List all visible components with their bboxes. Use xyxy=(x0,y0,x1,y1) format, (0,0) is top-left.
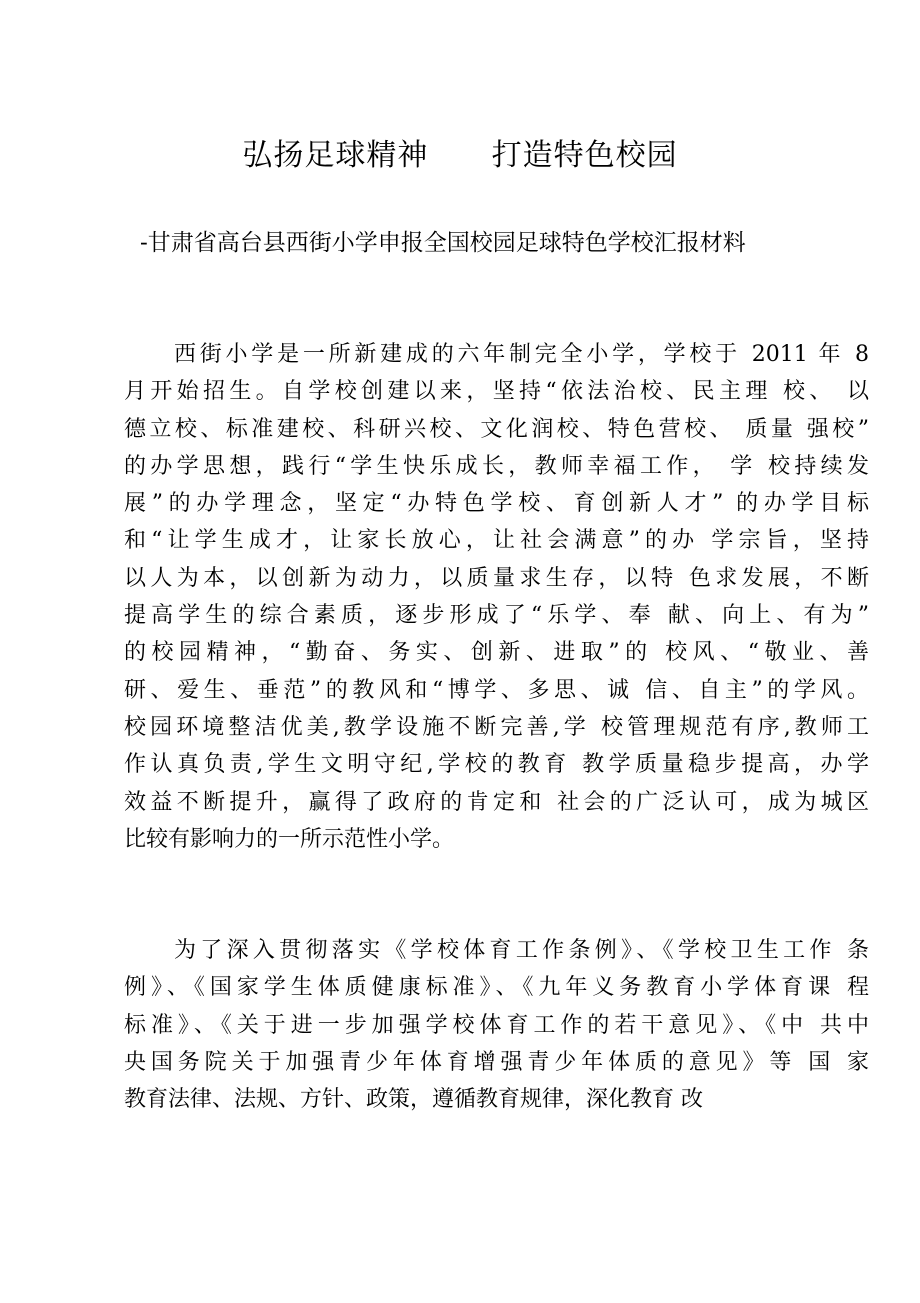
paragraph-line: 月开始招生。自学校创建以来，坚持“依法治校、民主理 校、 以 xyxy=(124,379,869,405)
paragraph-line: 的办学思想，践行“学生快乐成长，教师幸福工作， 学 校持续发 xyxy=(124,453,869,479)
paragraph-line: 校园环境整洁优美,教学设施不断完善,学 校管理规范有序,教师工 xyxy=(124,714,869,740)
paragraph-line: 西街小学是一所新建成的六年制完全小学，学校于 2011 年 8 xyxy=(174,342,869,367)
document-subtitle: -甘肃省高台县西街小学申报全国校园足球特色学校汇报材料 xyxy=(140,230,746,256)
paragraph-line: 例》、《国家学生体质健康标准》、《九年义务教育小学体育课 程 xyxy=(124,975,869,1001)
paragraph-line: 央国务院关于加强青少年体育增强青少年体质的意见》等 国 家 xyxy=(124,1049,869,1075)
paragraph-line: 为了深入贯彻落实《学校体育工作条例》、《学校卫生工作 条 xyxy=(174,938,869,963)
paragraph-line: 标准》、《关于进一步加强学校体育工作的若干意见》、《中 共中 xyxy=(124,1012,869,1038)
paragraph-line: 比较有影响力的一所示范性小学。 xyxy=(124,826,455,852)
paragraph-line: 的校园精神，“勤奋、务实、创新、进取”的 校风、“敬业、善 xyxy=(124,640,869,666)
paragraph-line: 教育法律、法规、方针、政策，遵循教育规律，深化教育 改 xyxy=(124,1087,703,1113)
paragraph-line: 提高学生的综合素质，逐步形成了“乐学、奉 献、向上、有为” xyxy=(124,603,869,629)
paragraph-line: 作认真负责,学生文明守纪,学校的教育 教学质量稳步提高，办学 xyxy=(124,752,869,778)
paragraph-line: 德立校、标准建校、科研兴校、文化润校、特色营校、 质量 强校” xyxy=(124,416,869,442)
paragraph-line: 展”的办学理念，坚定“办特色学校、育创新人才” 的办学目标 xyxy=(124,491,869,517)
paragraph-policy-background xyxy=(124,932,869,1118)
document-title: 弘扬足球精神 打造特色校园 xyxy=(242,138,678,173)
paragraph-line: 以人为本，以创新为动力，以质量求生存，以特 色求发展，不断 xyxy=(124,565,869,591)
paragraph-line: 研、爱生、垂范”的教风和“博学、多思、诚 信、自主”的学风。 xyxy=(124,677,869,703)
paragraph-school-introduction xyxy=(124,336,869,858)
paragraph-line: 和“让学生成才，让家长放心，让社会满意”的办 学宗旨，坚持 xyxy=(124,528,869,554)
paragraph-line: 效益不断提升，赢得了政府的肯定和 社会的广泛认可，成为城区 xyxy=(124,789,869,815)
